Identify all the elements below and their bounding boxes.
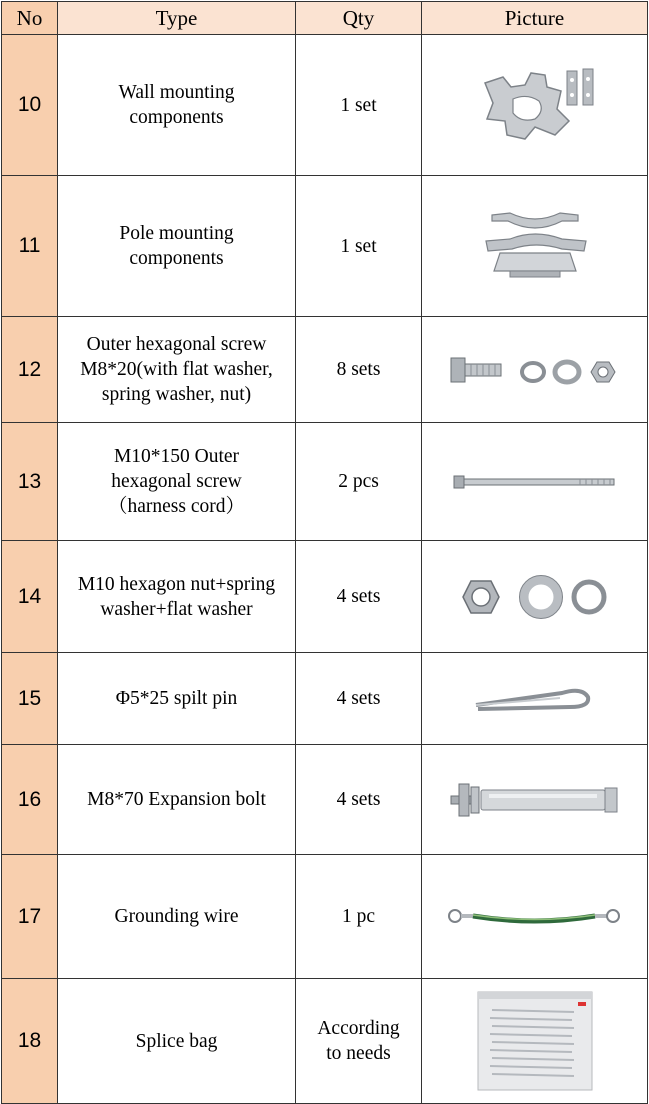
item-qty: 8 sets [296,317,422,423]
table-row [2,176,648,317]
header-type: Type [58,2,296,35]
item-qty: 1 set [296,176,422,317]
item-picture [422,176,648,317]
item-number: 17 [2,855,58,979]
item-number: 18 [2,979,58,1104]
expansion-bolt-icon [445,778,625,822]
item-number: 11 [2,176,58,317]
table-row [2,653,648,745]
item-picture [422,35,648,176]
item-picture [422,855,648,979]
item-type: Φ5*25 spilt pin [58,653,296,745]
item-picture [422,317,648,423]
item-number: 15 [2,653,58,745]
item-qty: According to needs [296,979,422,1104]
item-type: Pole mounting components [58,176,296,317]
item-picture [422,423,648,541]
table-row [2,35,648,176]
item-type: Wall mounting components [58,35,296,176]
table-row [2,317,648,423]
item-type: Outer hexagonal screw M8*20(with flat washer, spring washer, nut) [58,317,296,423]
item-number: 16 [2,745,58,855]
item-qty: 4 sets [296,541,422,653]
item-picture [422,653,648,745]
item-qty: 1 set [296,35,422,176]
header-qty: Qty [296,2,422,35]
item-number: 13 [2,423,58,541]
wall-mounting-bracket-icon [465,65,605,145]
screw-washer-nut-icon [445,350,625,390]
table-row [2,855,648,979]
long-screw-icon [450,472,620,492]
item-type: Grounding wire [58,855,296,979]
grounding-wire-icon [445,904,625,930]
table-row [2,979,648,1104]
pole-mounting-clamp-icon [470,205,600,287]
item-picture [422,979,648,1104]
item-picture [422,541,648,653]
parts-table [1,1,648,1104]
splice-bag-icon [470,986,600,1096]
item-type: M8*70 Expansion bolt [58,745,296,855]
item-number: 10 [2,35,58,176]
header-no: No [2,2,58,35]
table-row [2,423,648,541]
table-row [2,745,648,855]
item-type: M10*150 Outer hexagonal screw （harness cord） [58,423,296,541]
header-picture: Picture [422,2,648,35]
table-row [2,541,648,653]
nut-washers-icon [455,573,615,621]
split-pin-icon [470,681,600,717]
item-qty: 4 sets [296,653,422,745]
item-qty: 1 pc [296,855,422,979]
item-qty: 4 sets [296,745,422,855]
item-number: 12 [2,317,58,423]
header-row [2,2,648,35]
item-number: 14 [2,541,58,653]
item-picture [422,745,648,855]
item-type: Splice bag [58,979,296,1104]
item-type: M10 hexagon nut+spring washer+flat washer [58,541,296,653]
item-qty: 2 pcs [296,423,422,541]
